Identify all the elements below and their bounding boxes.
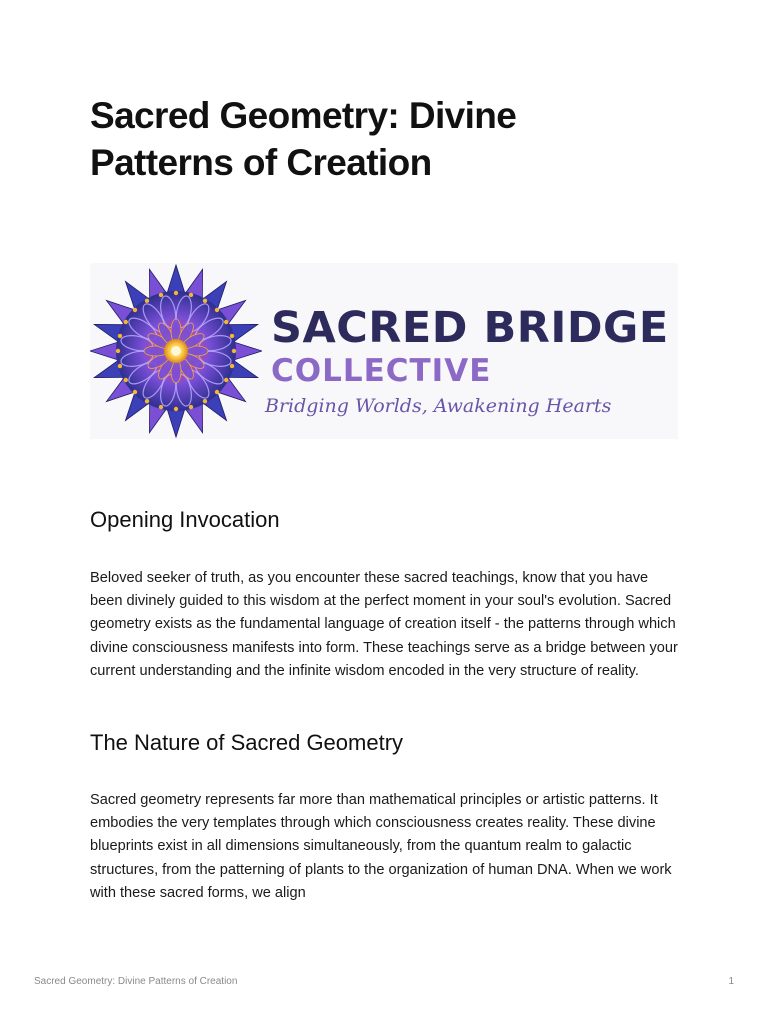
brand-subtitle: COLLECTIVE xyxy=(271,353,492,389)
mandala-icon xyxy=(90,263,262,439)
footer-document-title: Sacred Geometry: Divine Patterns of Creation xyxy=(34,976,238,987)
page-title: Sacred Geometry: Divine Patterns of Creation xyxy=(90,95,517,183)
section-body-opening-invocation: Beloved seeker of truth, as you encounter these sacred teachings, know that you have been divinely guided to this wisdom at the perfect moment in your soul's evolution. Sacred geometry exists as the fundamental language of creation itself - the patterns through which divine consciousness manifests into form. These teachings serve as a bridge between your current understanding and the infinite wisdom encoded in the very structure of reality. xyxy=(90,570,678,679)
section-heading-opening-invocation: Opening Invocation xyxy=(90,507,280,532)
section-heading-nature-of-sacred-geometry: The Nature of Sacred Geometry xyxy=(90,730,404,755)
logo-banner xyxy=(90,263,678,439)
brand-tagline: Bridging Worlds, Awakening Hearts xyxy=(265,395,612,417)
footer-page-number: 1 xyxy=(728,976,734,987)
brand-name: SACRED BRIDGE xyxy=(271,303,669,353)
section-body-nature-of-sacred-geometry: Sacred geometry represents far more than mathematical principles or artistic patterns. It embodies the very templates through which consciousness creates reality. These divine blueprints exist in all dimensions simultaneously, from the quantum realm to galactic structures, from the patterning of plants to the organization of human DNA. When we work with these sacred forms, we align xyxy=(90,792,672,901)
